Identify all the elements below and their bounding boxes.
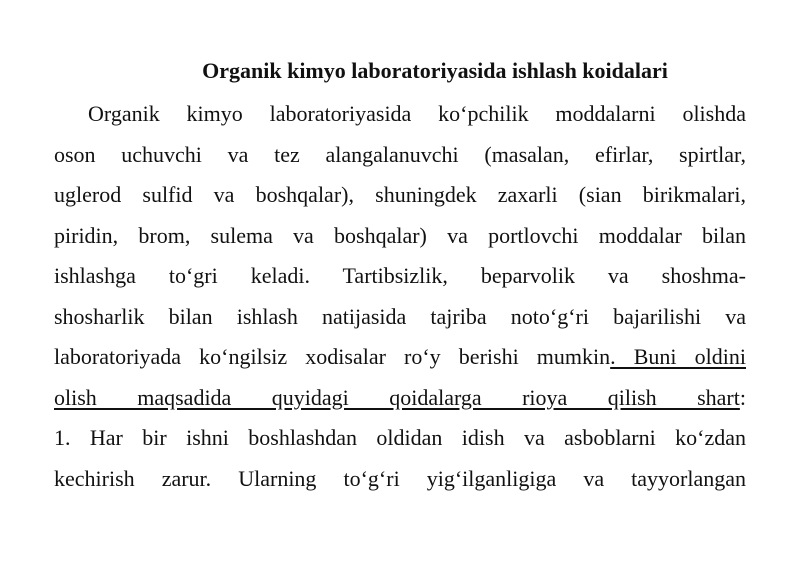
text-line-1: Organik kimyo laboratoriyasida ko‘pchilik moddalarni olishda	[88, 101, 746, 126]
text-line-2: oson uchuvchi va tez alangalanuvchi (masalan, efirlar, spirtlar,	[54, 141, 746, 167]
document-title: Organik kimyo laboratoriyasida ishlash koidalari	[202, 58, 668, 83]
text-line-5: ishlashga to‘gri keladi. Tartibsizlik, beparvolik va shoshma-	[54, 263, 746, 288]
rule-1-line-1: 1. Har bir ishni boshlashdan oldidan idish va asboblarni ko‘zdan	[54, 425, 746, 450]
underlined-text-start: . Buni oldini	[610, 344, 747, 369]
text-line-7	[54, 337, 746, 378]
text-line-8	[54, 378, 746, 419]
text-line-4: piridin, brom, sulema va boshqalar) va portlovchi moddalar bilan	[54, 222, 746, 248]
text-line-6: shosharlik bilan ishlash natijasida tajriba noto‘g‘ri bajarilishi va	[54, 303, 746, 329]
text-line-8-tail: :	[739, 384, 746, 410]
underlined-text-end: olish maqsadida quyidagi qoidalarga rioya qilish shart	[54, 384, 740, 410]
text-line-3: uglerod sulfid va boshqalar), shuningdek zaxarli (sian birikmalari,	[54, 182, 746, 207]
text-line-7-plain: laboratoriyada ko‘ngilsiz xodisalar ro‘y berishi mumkin	[54, 344, 611, 369]
rule-1-line-2: kechirish zarur. Ularning to‘g‘ri yig‘ilganligiga va tayyorlangan	[54, 465, 746, 491]
document-body	[54, 94, 746, 499]
